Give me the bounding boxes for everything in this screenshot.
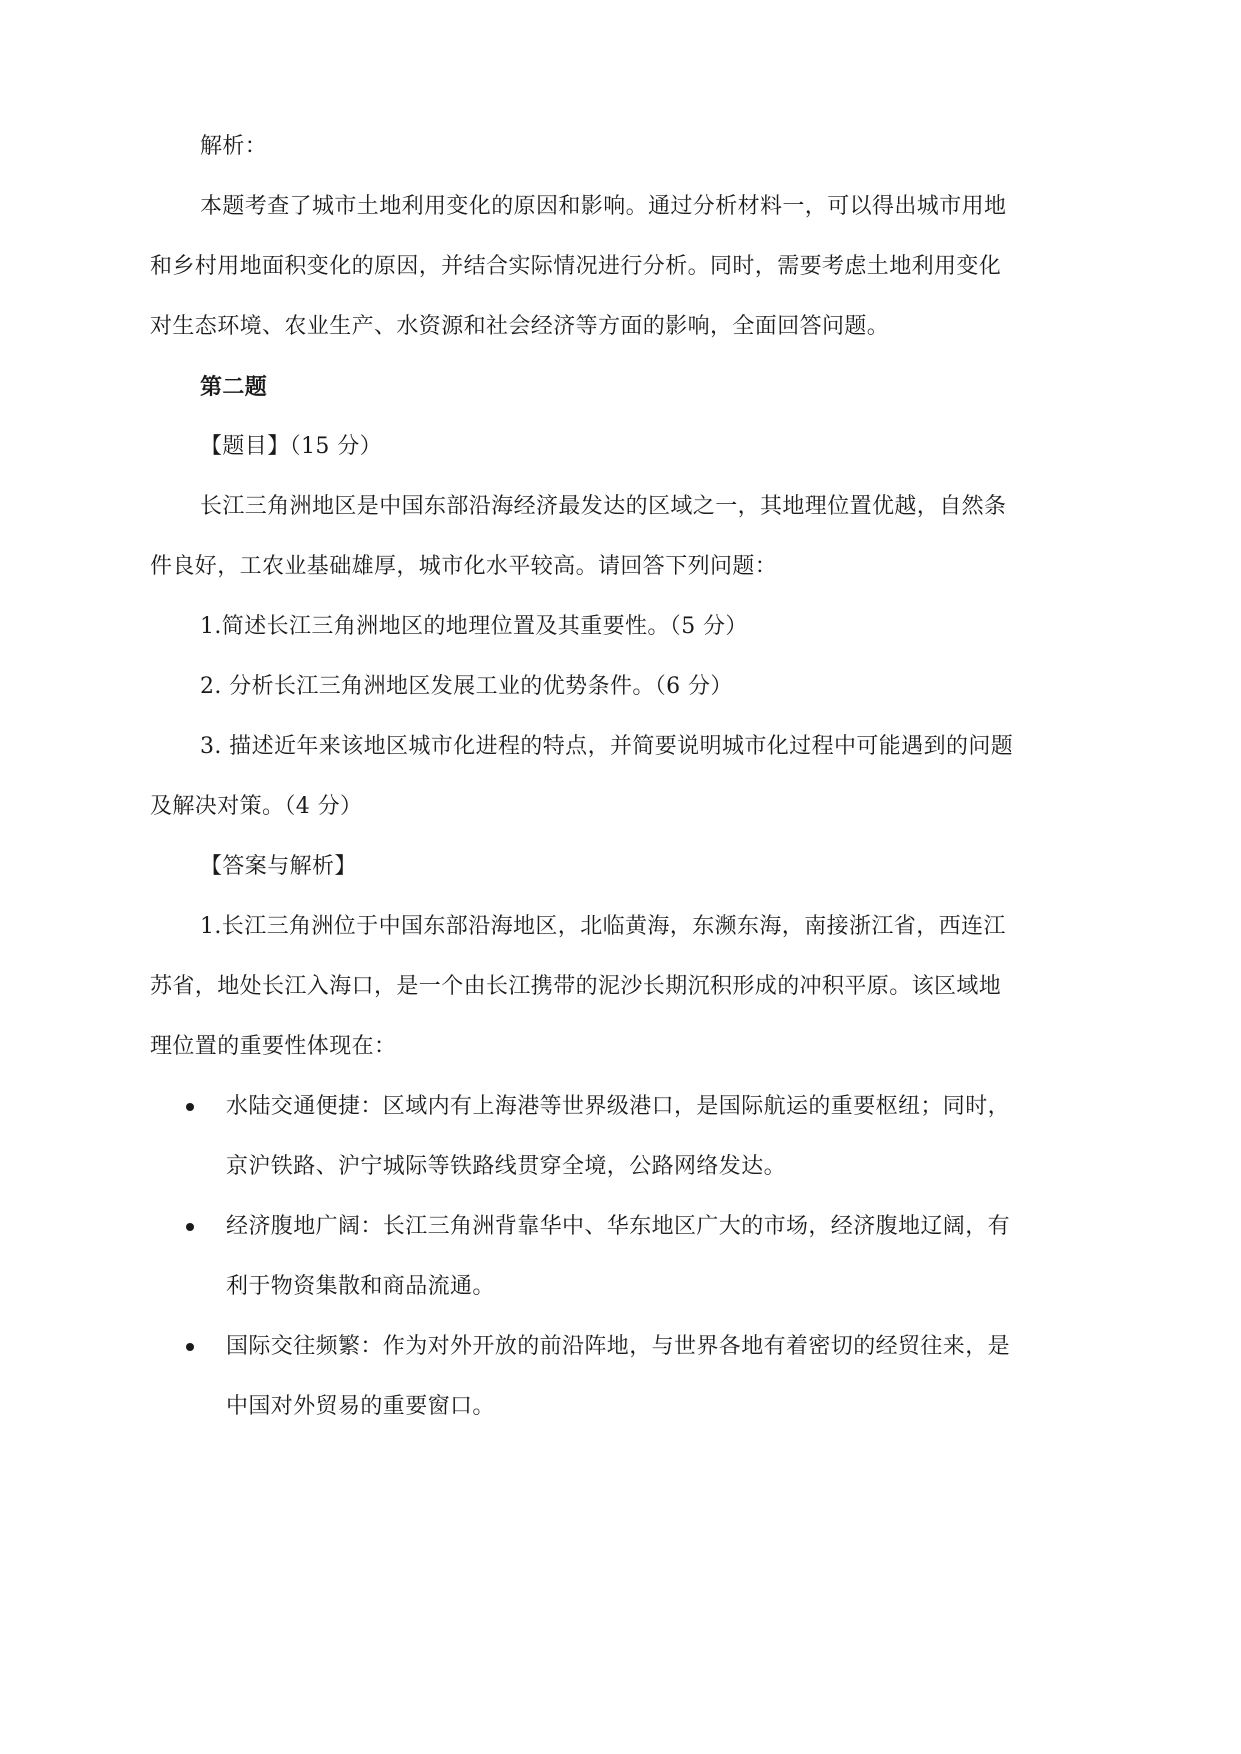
question-item-3-cont: 及解决对策。（4 分） — [150, 794, 363, 819]
bullet-item-international: 国际交往频繁：作为对外开放的前沿阵地，与世界各地有着密切的经贸往来，是 — [226, 1334, 1011, 1359]
question-item-1: 1.简述长江三角洲地区的地理位置及其重要性。（5 分） — [200, 614, 748, 639]
bullet-dot-icon — [186, 1223, 194, 1231]
analysis-text-line: 和乡村用地面积变化的原因，并结合实际情况进行分析。同时，需要考虑土地利用变化 — [150, 254, 1002, 279]
question-two-heading: 第二题 — [200, 374, 268, 400]
question-text-line: 件良好，工农业基础雄厚，城市化水平较高。请回答下列问题： — [150, 554, 778, 579]
bullet-item-international-cont: 中国对外贸易的重要窗口。 — [226, 1394, 495, 1419]
bullet-item-hinterland-cont: 利于物资集散和商品流通。 — [226, 1274, 495, 1299]
answer-text-line: 苏省，地处长江入海口，是一个由长江携带的泥沙长期沉积形成的冲积平原。该区域地 — [150, 974, 1002, 999]
answer-text-line: 1.长江三角洲位于中国东部沿海地区，北临黄海，东濒东海，南接浙江省，西连江 — [200, 914, 1006, 939]
question-text-line: 长江三角洲地区是中国东部沿海经济最发达的区域之一，其地理位置优越，自然条 — [200, 494, 1007, 519]
answer-text-line: 理位置的重要性体现在： — [150, 1034, 397, 1059]
analysis-heading: 解析： — [200, 134, 268, 159]
bullet-item-hinterland: 经济腹地广阔：长江三角洲背靠华中、华东地区广大的市场，经济腹地辽阔，有 — [226, 1214, 1011, 1239]
bullet-item-transport: 水陆交通便捷：区域内有上海港等世界级港口，是国际航运的重要枢纽；同时， — [226, 1094, 1011, 1119]
question-item-2: 2. 分析长江三角洲地区发展工业的优势条件。（6 分） — [200, 674, 733, 699]
bullet-dot-icon — [186, 1343, 194, 1351]
analysis-text-line: 对生态环境、农业生产、水资源和社会经济等方面的影响，全面回答问题。 — [150, 314, 890, 339]
question-item-3: 3. 描述近年来该地区城市化进程的特点，并简要说明城市化过程中可能遇到的问题 — [200, 734, 1014, 759]
bullet-dot-icon — [186, 1103, 194, 1111]
question-label: 【题目】（15 分） — [200, 434, 382, 459]
bullet-item-transport-cont: 京沪铁路、沪宁城际等铁路线贯穿全境，公路网络发达。 — [226, 1154, 787, 1179]
answer-heading: 【答案与解析】 — [200, 854, 357, 879]
analysis-text-line: 本题考查了城市土地利用变化的原因和影响。通过分析材料一，可以得出城市用地 — [200, 194, 1007, 219]
